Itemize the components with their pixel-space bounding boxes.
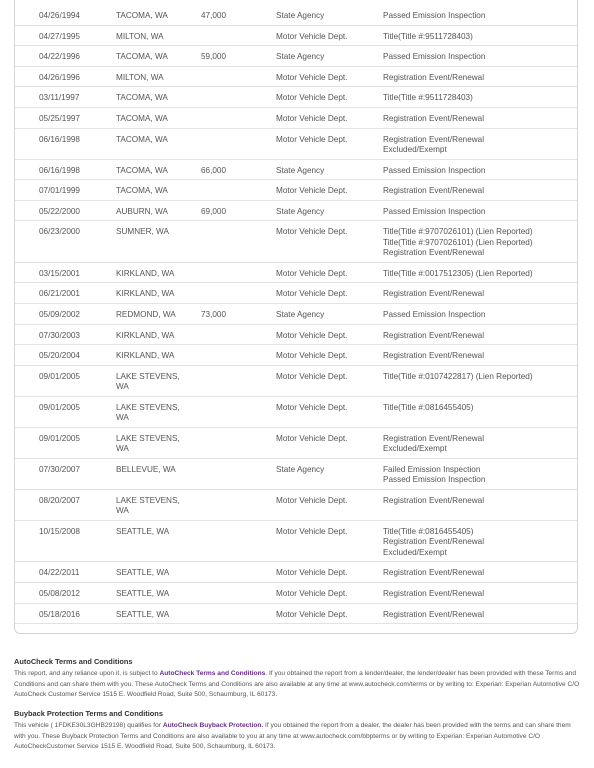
history-row xyxy=(15,26,577,47)
history-location: MILTON, WA xyxy=(116,72,164,82)
history-details: Passed Emission Inspection xyxy=(383,52,486,62)
history-row xyxy=(15,5,577,26)
history-date: 04/22/2011 xyxy=(39,568,80,578)
history-location: MILTON, WA xyxy=(116,31,164,41)
history-location: LAKE STEVENS, WA xyxy=(116,371,180,392)
history-location: TACOMA, WA xyxy=(116,165,168,175)
history-odometer: 59,000 xyxy=(201,52,227,62)
history-location: LAKE STEVENS, WA xyxy=(116,495,180,516)
history-details: Passed Emission Inspection xyxy=(383,310,486,320)
history-location: KIRKLAND, WA xyxy=(116,289,175,299)
history-date: 09/01/2005 xyxy=(39,433,80,443)
history-location: SUMNER, WA xyxy=(116,227,169,237)
history-row xyxy=(15,263,577,284)
history-details: Registration Event/Renewal xyxy=(383,351,485,361)
history-date: 09/01/2005 xyxy=(39,371,80,381)
history-location: SEATTLE, WA xyxy=(116,588,170,598)
history-location: TACOMA, WA xyxy=(116,11,168,20)
history-row xyxy=(15,397,577,428)
history-source: Motor Vehicle Dept. xyxy=(276,186,348,196)
history-details: Registration Event/Renewal xyxy=(383,186,485,196)
autocheck-terms-link[interactable]: AutoCheck Terms and Conditions xyxy=(159,670,266,678)
history-date: 06/21/2001 xyxy=(39,289,80,299)
history-source: Motor Vehicle Dept. xyxy=(276,31,348,41)
history-location: TACOMA, WA xyxy=(116,93,168,103)
history-date: 04/22/1996 xyxy=(39,52,80,62)
history-source: Motor Vehicle Dept. xyxy=(276,268,348,278)
history-details: Title(Title #:0816455405) xyxy=(383,402,474,412)
history-details: Registration Event/Renewal Excluded/Exempt xyxy=(383,433,485,454)
history-row xyxy=(15,201,577,222)
history-details: Failed Emission Inspection Passed Emission Inspection xyxy=(383,464,486,485)
history-row xyxy=(15,604,577,625)
history-details: Passed Emission Inspection xyxy=(383,11,486,20)
history-location: SEATTLE, WA xyxy=(116,568,170,578)
history-source: Motor Vehicle Dept. xyxy=(276,526,348,536)
history-location: LAKE STEVENS, WA xyxy=(116,402,180,423)
history-source: Motor Vehicle Dept. xyxy=(276,227,348,237)
history-details: Title(Title #:9707026101) (Lien Reported) Title(Title #:9707026101) (Lien Reported) Registration Event/Renewal xyxy=(383,227,533,258)
history-date: 05/08/2012 xyxy=(39,588,80,598)
history-location: TACOMA, WA xyxy=(116,186,168,196)
history-row xyxy=(15,160,577,181)
history-source: Motor Vehicle Dept. xyxy=(276,371,348,381)
history-location: AUBURN, WA xyxy=(116,206,169,216)
history-source: Motor Vehicle Dept. xyxy=(276,495,348,505)
history-source: Motor Vehicle Dept. xyxy=(276,330,348,340)
history-date: 06/16/1998 xyxy=(39,165,80,175)
history-source: Motor Vehicle Dept. xyxy=(276,113,348,123)
history-source: Motor Vehicle Dept. xyxy=(276,351,348,361)
history-date: 05/25/1997 xyxy=(39,113,80,123)
history-odometer: 47,000 xyxy=(201,11,227,20)
history-row xyxy=(15,46,577,67)
history-location: TACOMA, WA xyxy=(116,134,168,144)
history-date: 06/23/2000 xyxy=(39,227,80,237)
history-table xyxy=(15,5,577,624)
history-details: Registration Event/Renewal xyxy=(383,588,485,598)
history-row xyxy=(15,583,577,604)
history-details: Registration Event/Renewal Excluded/Exempt xyxy=(383,134,485,155)
history-card xyxy=(14,0,578,634)
autocheck-terms-text: This report, and any reliance upon it, is subject to AutoCheck Terms and Conditions. If you obtained the report from a lender/dealer, the lender/dealer has been provided with these Terms and Conditions and can share them with you. These AutoCheck Terms and Conditions are also available at any time at www.autocheck.com/terms or by writing to: Experian: Experian Automotive C/O AutoCheck Customer Service 1515 E. Woodfield Road, Suite 500, Schaumburg, IL 60173. xyxy=(14,670,580,699)
history-date: 07/30/2003 xyxy=(39,330,80,340)
history-source: State Agency xyxy=(276,310,325,320)
history-details: Registration Event/Renewal xyxy=(383,568,485,578)
history-location: SEATTLE, WA xyxy=(116,609,170,619)
history-row xyxy=(15,304,577,325)
history-row xyxy=(15,459,577,490)
history-source: State Agency xyxy=(276,206,325,216)
history-date: 04/26/1996 xyxy=(39,72,80,82)
history-source: Motor Vehicle Dept. xyxy=(276,402,348,412)
autocheck-terms-section xyxy=(14,657,580,701)
history-source: Motor Vehicle Dept. xyxy=(276,93,348,103)
history-row xyxy=(15,428,577,459)
history-date: 09/01/2005 xyxy=(39,402,80,412)
history-row xyxy=(15,221,577,263)
autocheck-terms-heading: AutoCheck Terms and Conditions xyxy=(14,657,133,666)
history-details: Registration Event/Renewal xyxy=(383,289,485,299)
history-date: 05/18/2016 xyxy=(39,609,80,619)
history-row xyxy=(15,325,577,346)
history-details: Registration Event/Renewal xyxy=(383,495,485,505)
history-odometer: 73,000 xyxy=(201,310,227,320)
history-source: Motor Vehicle Dept. xyxy=(276,289,348,299)
history-location: KIRKLAND, WA xyxy=(116,351,175,361)
history-row xyxy=(15,87,577,108)
history-details: Title(Title #:9511728403) xyxy=(383,31,473,41)
buyback-terms-heading: Buyback Protection Terms and Conditions xyxy=(14,709,163,718)
history-source: Motor Vehicle Dept. xyxy=(276,72,348,82)
history-source: State Agency xyxy=(276,464,325,474)
history-source: Motor Vehicle Dept. xyxy=(276,609,348,619)
history-source: Motor Vehicle Dept. xyxy=(276,588,348,598)
history-location: KIRKLAND, WA xyxy=(116,268,175,278)
buyback-protection-link[interactable]: AutoCheck Buyback Protection. xyxy=(162,722,264,730)
history-date: 08/20/2007 xyxy=(39,495,80,505)
history-details: Registration Event/Renewal xyxy=(383,72,485,82)
history-row xyxy=(15,283,577,304)
history-odometer: 69,000 xyxy=(201,206,227,216)
history-row xyxy=(15,67,577,88)
history-row xyxy=(15,562,577,583)
history-date: 04/27/1995 xyxy=(39,31,80,41)
history-details: Registration Event/Renewal xyxy=(383,330,485,340)
history-location: LAKE STEVENS, WA xyxy=(116,433,180,454)
history-details: Title(Title #:0816455405) Registration Event/Renewal Excluded/Exempt xyxy=(383,526,485,557)
buyback-terms-section xyxy=(14,709,580,753)
history-source: State Agency xyxy=(276,52,325,62)
buyback-terms-text: This vehicle ( 1FDKE30L3GHB29198) qualifies for AutoCheck Buyback Protection. If you obtained the report from a dealer, the dealer has been provided with the terms and can share them with you. These Buyback Protection Terms and Conditions are also available to you at any time at www.autocheck.com/bbpterms or by writing to Experian: Experian Automotive C/O AutoCheckCustomer Service 1515 E. Woodfield Road, Suite 500, Schaumburg, IL 60173. xyxy=(14,722,571,751)
history-details: Passed Emission Inspection xyxy=(383,165,486,175)
history-date: 04/26/1994 xyxy=(39,11,80,20)
history-date: 03/15/2001 xyxy=(39,268,80,278)
history-source: State Agency xyxy=(276,165,325,175)
history-date: 05/22/2000 xyxy=(39,206,80,216)
history-source: Motor Vehicle Dept. xyxy=(276,134,348,144)
history-source: State Agency xyxy=(276,11,325,20)
history-date: 03/11/1997 xyxy=(39,93,80,103)
history-details: Title(Title #:0107422817) (Lien Reported) xyxy=(383,371,533,381)
history-source: Motor Vehicle Dept. xyxy=(276,433,348,443)
history-location: BELLEVUE, WA xyxy=(116,464,176,474)
history-row xyxy=(15,108,577,129)
history-row xyxy=(15,345,577,366)
history-date: 05/09/2002 xyxy=(39,310,80,320)
history-location: SEATTLE, WA xyxy=(116,526,170,536)
history-row xyxy=(15,366,577,397)
history-location: TACOMA, WA xyxy=(116,52,168,62)
history-details: Passed Emission Inspection xyxy=(383,206,486,216)
history-date: 10/15/2008 xyxy=(39,526,80,536)
history-date: 07/01/1999 xyxy=(39,186,80,196)
history-location: TACOMA, WA xyxy=(116,113,168,123)
history-row xyxy=(15,180,577,201)
history-date: 05/20/2004 xyxy=(39,351,80,361)
history-row xyxy=(15,521,577,563)
history-details: Registration Event/Renewal xyxy=(383,609,485,619)
history-location: KIRKLAND, WA xyxy=(116,330,175,340)
history-row xyxy=(15,129,577,160)
history-details: Registration Event/Renewal xyxy=(383,113,485,123)
history-details: Title(Title #:9511728403) xyxy=(383,93,473,103)
history-date: 07/30/2007 xyxy=(39,464,80,474)
history-details: Title(Title #:0017512305) (Lien Reported) xyxy=(383,268,533,278)
history-odometer: 66,000 xyxy=(201,165,227,175)
history-source: Motor Vehicle Dept. xyxy=(276,568,348,578)
history-row xyxy=(15,490,577,521)
history-location: REDMOND, WA xyxy=(116,310,176,320)
history-date: 06/16/1998 xyxy=(39,134,80,144)
